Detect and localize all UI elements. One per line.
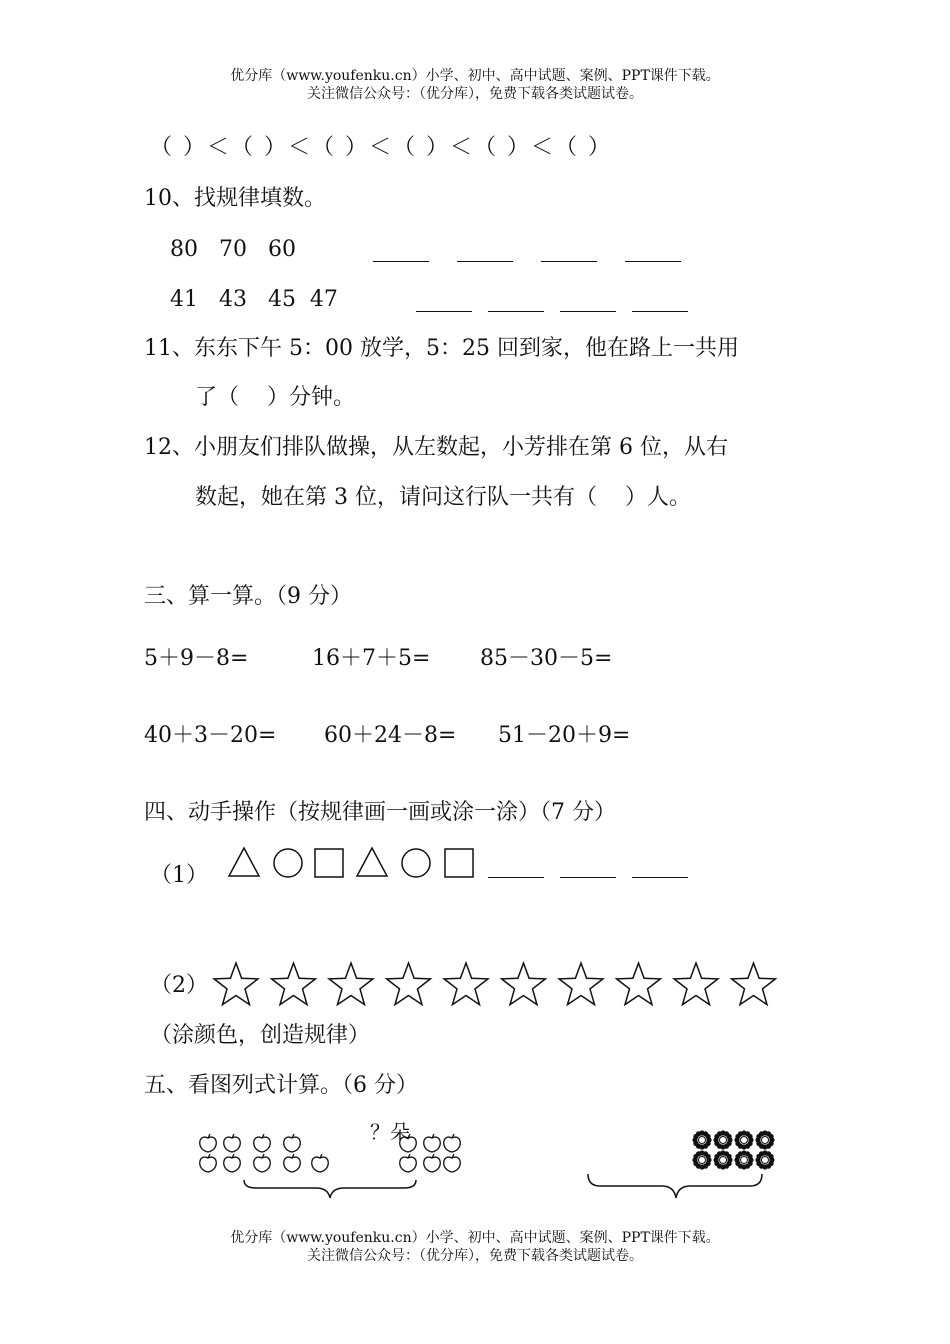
answer-blank[interactable] bbox=[541, 241, 597, 262]
item-2-label: （2） bbox=[150, 973, 208, 998]
item-1-label: （1） bbox=[150, 863, 208, 888]
apple-icon bbox=[224, 1134, 241, 1152]
calc-item: 40＋3－20= bbox=[144, 723, 277, 748]
header-line-1: 优分库（www.youfenku.cn）小学、初中、高中试题、案例、PPT课件下载。 bbox=[230, 68, 720, 84]
answer-blank[interactable] bbox=[560, 857, 616, 878]
section-3-title: 三、算一算。（9 分） bbox=[144, 584, 352, 609]
calc-item: 16＋7＋5= bbox=[312, 646, 431, 671]
calc-item: 85－30－5= bbox=[480, 646, 613, 671]
q10-blanks-1 bbox=[373, 241, 681, 266]
answer-blank[interactable] bbox=[632, 857, 688, 878]
picture-problem bbox=[196, 1130, 786, 1210]
star-icon[interactable] bbox=[559, 963, 603, 1005]
shape-blanks bbox=[488, 857, 688, 882]
star-icon[interactable] bbox=[444, 963, 488, 1005]
question-label: ？朵 bbox=[370, 1120, 410, 1144]
apple-icon bbox=[224, 1154, 241, 1172]
flower-icon bbox=[713, 1130, 732, 1149]
star-icon[interactable] bbox=[502, 963, 546, 1005]
apple-icon bbox=[284, 1134, 301, 1152]
apple-icon bbox=[424, 1154, 441, 1172]
flower-icon bbox=[755, 1130, 774, 1149]
star-icon[interactable] bbox=[732, 963, 776, 1005]
apple-icon bbox=[312, 1154, 329, 1172]
section-4-title: 四、动手操作（按规律画一画或涂一涂）（7 分） bbox=[144, 800, 616, 825]
calc-item: 60＋24－8= bbox=[324, 723, 457, 748]
answer-blank[interactable] bbox=[560, 291, 616, 312]
apple-icon bbox=[254, 1134, 271, 1152]
q10-sequence-2: 41 43 45 47 bbox=[170, 287, 338, 312]
q12-line-2: 数起，她在第 3 位，请问这行队一共有（ ）人。 bbox=[195, 485, 691, 510]
flower-icon bbox=[692, 1150, 711, 1169]
star-icon[interactable] bbox=[329, 963, 373, 1005]
flower-icon bbox=[692, 1130, 711, 1149]
apple-icon bbox=[444, 1134, 461, 1152]
star-icon[interactable] bbox=[214, 963, 258, 1005]
q11-line-2: 了（ ）分钟。 bbox=[195, 385, 355, 410]
item-2-note: （涂颜色，创造规律） bbox=[150, 1023, 371, 1048]
apple-icon bbox=[200, 1154, 217, 1172]
triangle-icon bbox=[357, 848, 387, 876]
star-icon[interactable] bbox=[674, 963, 718, 1005]
calc-item: 5＋9－8= bbox=[144, 646, 249, 671]
shape-pattern bbox=[226, 846, 496, 882]
answer-blank[interactable] bbox=[488, 291, 544, 312]
calc-item: 51－20＋9= bbox=[498, 723, 631, 748]
answer-blank[interactable] bbox=[625, 241, 681, 262]
q10-sequence-1: 80 70 60 bbox=[170, 237, 296, 262]
square-icon bbox=[315, 849, 343, 877]
q12-line-1: 12、小朋友们排队做操，从左数起，小芳排在第 6 位，从右 bbox=[144, 435, 728, 460]
footer-line-1: 优分库（www.youfenku.cn）小学、初中、高中试题、案例、PPT课件下载。 bbox=[230, 1230, 720, 1246]
footer-line-2: 关注微信公众号：（优分库），免费下载各类试题试卷。 bbox=[307, 1248, 643, 1264]
brace-icon bbox=[244, 1180, 416, 1198]
star-icon[interactable] bbox=[617, 963, 661, 1005]
flower-icon bbox=[755, 1150, 774, 1169]
section-5-title: 五、看图列式计算。（6 分） bbox=[144, 1073, 418, 1098]
answer-blank[interactable] bbox=[488, 857, 544, 878]
header-line-2: 关注微信公众号：（优分库），免费下载各类试题试卷。 bbox=[307, 86, 643, 102]
apple-icon bbox=[424, 1134, 441, 1152]
q10-blanks-2 bbox=[416, 291, 688, 316]
apple-icon bbox=[400, 1154, 417, 1172]
star-icon[interactable] bbox=[272, 963, 316, 1005]
q11-line-1: 11、东东下午 5：00 放学，5：25 回到家，他在路上一共用 bbox=[144, 336, 739, 361]
answer-blank[interactable] bbox=[373, 241, 429, 262]
compare-row: （ ）＜（ ）＜（ ）＜（ ）＜（ ）＜（ ） bbox=[150, 135, 612, 160]
circle-icon bbox=[402, 849, 430, 877]
q10-title: 10、找规律填数。 bbox=[144, 186, 326, 211]
apple-icon bbox=[444, 1154, 461, 1172]
answer-blank[interactable] bbox=[632, 291, 688, 312]
circle-icon bbox=[274, 849, 302, 877]
brace-icon bbox=[588, 1174, 762, 1198]
apple-icon bbox=[284, 1154, 301, 1172]
answer-blank[interactable] bbox=[416, 291, 472, 312]
square-icon bbox=[445, 849, 473, 877]
flower-icon bbox=[734, 1150, 753, 1169]
star-icon[interactable] bbox=[387, 963, 431, 1005]
apple-icon bbox=[254, 1154, 271, 1172]
answer-blank[interactable] bbox=[457, 241, 513, 262]
flower-icon bbox=[734, 1130, 753, 1149]
star-row bbox=[212, 960, 782, 1008]
apple-icon bbox=[200, 1134, 217, 1152]
apple-icon bbox=[400, 1134, 417, 1152]
triangle-icon bbox=[229, 848, 259, 876]
flower-icon bbox=[713, 1150, 732, 1169]
